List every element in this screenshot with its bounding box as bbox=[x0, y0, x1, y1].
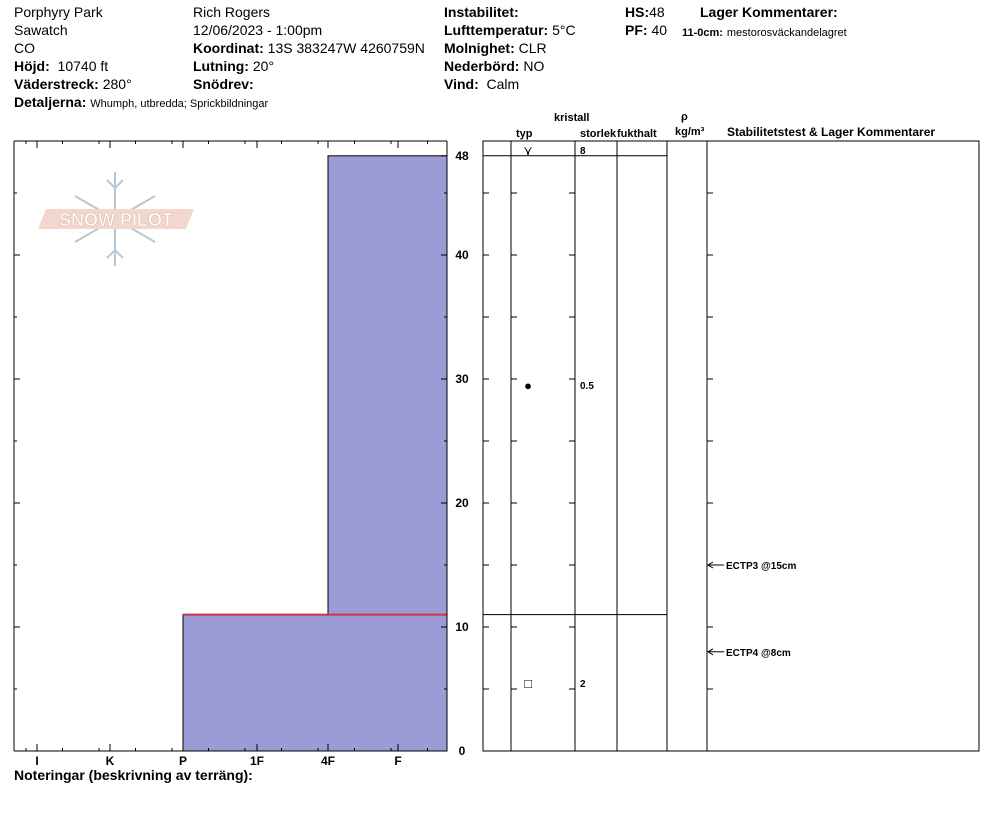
sky-label: Molnighet: bbox=[444, 40, 515, 56]
depth-label-20: 20 bbox=[455, 496, 469, 510]
details-value: Whumph, utbredda; Sprickbildningar bbox=[90, 98, 269, 110]
hardness-label-1F: 1F bbox=[249, 754, 265, 768]
density-unit-header: kg/m³ bbox=[675, 126, 705, 138]
range-name: Sawatch bbox=[14, 22, 68, 38]
elevation-value: 10740 ft bbox=[57, 58, 109, 74]
notes-label: Noteringar (beskrivning av terräng): bbox=[14, 767, 253, 783]
hardness-label-P: P bbox=[178, 754, 188, 768]
aspect-value: 280° bbox=[102, 76, 132, 92]
layer-comment-depth: 11-0cm: bbox=[682, 27, 723, 39]
logo-text: SNOW PILOT bbox=[59, 210, 173, 230]
snowpilot-logo bbox=[38, 172, 194, 266]
drift-label: Snödrev: bbox=[193, 76, 254, 92]
hardness-label-4F: 4F bbox=[320, 754, 336, 768]
depth-label-0: 0 bbox=[458, 744, 466, 758]
hardness-layer-1 bbox=[328, 156, 447, 615]
size-header: storlek bbox=[580, 128, 617, 140]
pf-value: 40 bbox=[651, 22, 668, 38]
grain-symbol-1: ⋎ bbox=[523, 143, 533, 158]
sky-value: CLR bbox=[518, 40, 547, 56]
grain-symbol-2: ● bbox=[524, 378, 532, 394]
depth-label-40: 40 bbox=[455, 248, 469, 262]
layer-comments-title: Lager Kommentarer: bbox=[700, 4, 838, 20]
layer-comment-text: mestorosväckandelagret bbox=[726, 27, 847, 39]
observation-datetime: 12/06/2023 - 1:00pm bbox=[193, 22, 323, 38]
moisture-header: fukthalt bbox=[617, 128, 657, 140]
hardness-layer-2 bbox=[183, 615, 447, 751]
air-temp-value: 5°C bbox=[552, 22, 576, 38]
hardness-label-F: F bbox=[394, 754, 402, 768]
elevation-label: Höjd: bbox=[14, 58, 50, 74]
crystal-header: kristall bbox=[554, 112, 590, 124]
crystal-table-frame bbox=[483, 141, 979, 751]
air-temp-label: Lufttemperatur: bbox=[444, 22, 549, 38]
hs-value: 48 bbox=[649, 4, 665, 20]
stability-test-label-1: ECTP3 @15cm bbox=[726, 561, 797, 572]
slope-label: Lutning: bbox=[193, 58, 249, 74]
grain-size-1: 8 bbox=[580, 146, 586, 157]
instability-label: Instabilitet: bbox=[444, 4, 519, 20]
wind-label: Vind: bbox=[444, 76, 479, 92]
stability-test-label-2: ECTP4 @8cm bbox=[726, 647, 791, 659]
observer-name: Rich Rogers bbox=[193, 4, 271, 20]
details-label: Detaljerna: bbox=[14, 94, 87, 110]
hs-label: HS: bbox=[625, 4, 650, 20]
depth-label-48: 48 bbox=[455, 148, 469, 163]
rho-header: ρ bbox=[681, 111, 688, 123]
wind-value: Calm bbox=[486, 76, 520, 92]
grain-size-3: 2 bbox=[580, 678, 586, 690]
hardness-label-I: I bbox=[35, 754, 39, 768]
location-name: Porphyry Park bbox=[14, 4, 103, 20]
precip-label: Nederbörd: bbox=[444, 58, 520, 74]
slope-value: 20° bbox=[252, 58, 275, 74]
aspect-label: Väderstreck: bbox=[14, 76, 99, 92]
type-header: typ bbox=[516, 128, 533, 140]
coordinate-value: 13S 383247W 4260759N bbox=[267, 40, 425, 56]
depth-label-30: 30 bbox=[455, 372, 469, 386]
grain-symbol-3: □ bbox=[524, 675, 532, 691]
stability-header: Stabilitetstest & Lager Kommentarer bbox=[727, 125, 936, 139]
pf-label: PF: bbox=[625, 22, 648, 38]
coordinate-label: Koordinat: bbox=[193, 40, 264, 56]
state-name: CO bbox=[14, 40, 35, 56]
depth-label-10: 10 bbox=[455, 620, 469, 634]
grain-size-2: 0.5 bbox=[580, 381, 594, 393]
hardness-label-K: K bbox=[105, 754, 115, 768]
precip-value: NO bbox=[523, 58, 545, 74]
